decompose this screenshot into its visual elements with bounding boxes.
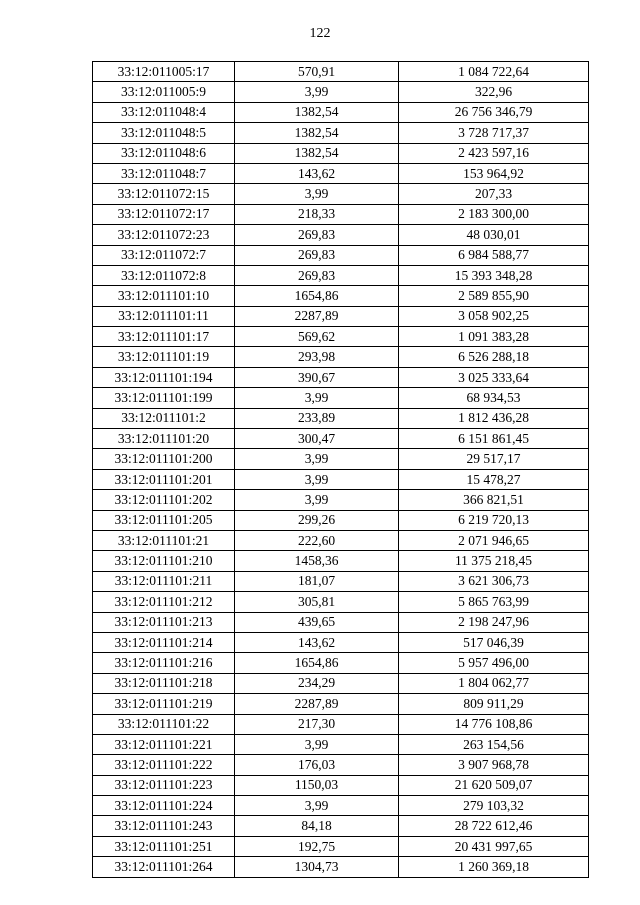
area-cell: 305,81: [235, 592, 399, 612]
cadastral-number-cell: 33:12:011101:213: [93, 612, 235, 632]
area-cell: 1654,86: [235, 653, 399, 673]
area-cell: 3,99: [235, 388, 399, 408]
table-row: [93, 429, 589, 449]
table-row: [93, 123, 589, 143]
cadastral-number-cell: 33:12:011101:21: [93, 530, 235, 550]
cadastral-number-cell: 33:12:011101:221: [93, 734, 235, 754]
cadastral-number-cell: 33:12:011101:211: [93, 571, 235, 591]
table-row: [93, 388, 589, 408]
cadastral-number-cell: 33:12:011005:17: [93, 62, 235, 82]
cadastral-value-cell: 6 984 588,77: [399, 245, 589, 265]
table-row: [93, 306, 589, 326]
cadastral-value-cell: 6 219 720,13: [399, 510, 589, 530]
cadastral-number-cell: 33:12:011101:2: [93, 408, 235, 428]
area-cell: 1458,36: [235, 551, 399, 571]
cadastral-value-cell: 5 865 763,99: [399, 592, 589, 612]
cadastral-value-cell: 11 375 218,45: [399, 551, 589, 571]
cadastral-value-cell: 153 964,92: [399, 163, 589, 183]
table-row: [93, 632, 589, 652]
cadastral-value-cell: 14 776 108,86: [399, 714, 589, 734]
table-row: [93, 347, 589, 367]
area-cell: 269,83: [235, 245, 399, 265]
table-row: [93, 286, 589, 306]
cadastral-number-cell: 33:12:011101:11: [93, 306, 235, 326]
cadastral-number-cell: 33:12:011101:10: [93, 286, 235, 306]
cadastral-value-cell: 15 393 348,28: [399, 265, 589, 285]
cadastral-number-cell: 33:12:011048:7: [93, 163, 235, 183]
cadastral-number-cell: 33:12:011101:20: [93, 429, 235, 449]
cadastral-value-cell: 6 151 861,45: [399, 429, 589, 449]
area-cell: 1654,86: [235, 286, 399, 306]
area-cell: 143,62: [235, 632, 399, 652]
cadastral-number-cell: 33:12:011101:210: [93, 551, 235, 571]
cadastral-number-cell: 33:12:011072:8: [93, 265, 235, 285]
cadastral-value-cell: 809 911,29: [399, 694, 589, 714]
table-row: [93, 612, 589, 632]
cadastral-number-cell: 33:12:011101:22: [93, 714, 235, 734]
table-row: [93, 62, 589, 82]
cadastral-value-cell: 68 934,53: [399, 388, 589, 408]
cadastral-value-cell: 20 431 997,65: [399, 836, 589, 856]
area-cell: 3,99: [235, 490, 399, 510]
area-cell: 390,67: [235, 367, 399, 387]
cadastral-number-cell: 33:12:011072:23: [93, 225, 235, 245]
area-cell: 439,65: [235, 612, 399, 632]
cadastral-value-cell: 5 957 496,00: [399, 653, 589, 673]
cadastral-number-cell: 33:12:011048:4: [93, 102, 235, 122]
cadastral-value-cell: 322,96: [399, 82, 589, 102]
cadastral-number-cell: 33:12:011072:15: [93, 184, 235, 204]
area-cell: 3,99: [235, 796, 399, 816]
table-row: [93, 327, 589, 347]
cadastral-value-cell: 15 478,27: [399, 469, 589, 489]
cadastral-value-cell: 3 728 717,37: [399, 123, 589, 143]
area-cell: 300,47: [235, 429, 399, 449]
table-row: [93, 592, 589, 612]
area-cell: 234,29: [235, 673, 399, 693]
area-cell: 3,99: [235, 449, 399, 469]
table-row: [93, 408, 589, 428]
cadastral-value-cell: 48 030,01: [399, 225, 589, 245]
cadastral-value-cell: 2 183 300,00: [399, 204, 589, 224]
table-row: [93, 816, 589, 836]
table-row: [93, 530, 589, 550]
area-cell: 269,83: [235, 265, 399, 285]
cadastral-value-cell: 366 821,51: [399, 490, 589, 510]
table-row: [93, 755, 589, 775]
area-cell: 2287,89: [235, 694, 399, 714]
cadastral-value-cell: 3 621 306,73: [399, 571, 589, 591]
table-row: [93, 571, 589, 591]
cadastral-number-cell: 33:12:011072:7: [93, 245, 235, 265]
area-cell: 84,18: [235, 816, 399, 836]
area-cell: 3,99: [235, 184, 399, 204]
cadastral-value-cell: 1 084 722,64: [399, 62, 589, 82]
cadastral-number-cell: 33:12:011048:6: [93, 143, 235, 163]
area-cell: 3,99: [235, 82, 399, 102]
area-cell: 176,03: [235, 755, 399, 775]
cadastral-number-cell: 33:12:011101:201: [93, 469, 235, 489]
area-cell: 1382,54: [235, 123, 399, 143]
area-cell: 192,75: [235, 836, 399, 856]
cadastral-value-cell: 26 756 346,79: [399, 102, 589, 122]
cadastral-value-cell: 2 423 597,16: [399, 143, 589, 163]
area-cell: 222,60: [235, 530, 399, 550]
table-row: [93, 469, 589, 489]
table-row: [93, 857, 589, 877]
area-cell: 1304,73: [235, 857, 399, 877]
cadastral-number-cell: 33:12:011101:264: [93, 857, 235, 877]
cadastral-number-cell: 33:12:011101:205: [93, 510, 235, 530]
table-row: [93, 225, 589, 245]
cadastral-number-cell: 33:12:011101:199: [93, 388, 235, 408]
table-row: [93, 714, 589, 734]
area-cell: 3,99: [235, 469, 399, 489]
cadastral-value-table: [92, 61, 589, 878]
page-number: 122: [309, 26, 331, 41]
area-cell: 143,62: [235, 163, 399, 183]
table-row: [93, 163, 589, 183]
cadastral-number-cell: 33:12:011101:194: [93, 367, 235, 387]
cadastral-number-cell: 33:12:011101:212: [93, 592, 235, 612]
cadastral-value-cell: 3 058 902,25: [399, 306, 589, 326]
cadastral-value-cell: 21 620 509,07: [399, 775, 589, 795]
cadastral-value-cell: 6 526 288,18: [399, 347, 589, 367]
area-cell: 181,07: [235, 571, 399, 591]
cadastral-number-cell: 33:12:011101:19: [93, 347, 235, 367]
area-cell: 293,98: [235, 347, 399, 367]
cadastral-value-cell: 1 812 436,28: [399, 408, 589, 428]
cadastral-number-cell: 33:12:011101:223: [93, 775, 235, 795]
cadastral-value-cell: 28 722 612,46: [399, 816, 589, 836]
cadastral-value-cell: 279 103,32: [399, 796, 589, 816]
table-row: [93, 551, 589, 571]
cadastral-number-cell: 33:12:011101:218: [93, 673, 235, 693]
area-cell: 233,89: [235, 408, 399, 428]
cadastral-value-cell: 3 907 968,78: [399, 755, 589, 775]
table-row: [93, 673, 589, 693]
area-cell: 1382,54: [235, 143, 399, 163]
cadastral-value-cell: 517 046,39: [399, 632, 589, 652]
table-row: [93, 143, 589, 163]
cadastral-number-cell: 33:12:011101:219: [93, 694, 235, 714]
area-cell: 2287,89: [235, 306, 399, 326]
cadastral-number-cell: 33:12:011101:200: [93, 449, 235, 469]
table-row: [93, 82, 589, 102]
cadastral-number-cell: 33:12:011101:224: [93, 796, 235, 816]
table-body: [93, 62, 589, 878]
cadastral-value-cell: 1 260 369,18: [399, 857, 589, 877]
cadastral-value-cell: 263 154,56: [399, 734, 589, 754]
table-row: [93, 245, 589, 265]
cadastral-value-cell: 1 091 383,28: [399, 327, 589, 347]
cadastral-value-cell: 207,33: [399, 184, 589, 204]
cadastral-value-cell: 2 198 247,96: [399, 612, 589, 632]
table-row: [93, 367, 589, 387]
area-cell: 3,99: [235, 734, 399, 754]
table-row: [93, 490, 589, 510]
area-cell: 1382,54: [235, 102, 399, 122]
cadastral-value-cell: 2 589 855,90: [399, 286, 589, 306]
cadastral-number-cell: 33:12:011101:214: [93, 632, 235, 652]
table-row: [93, 265, 589, 285]
table-row: [93, 694, 589, 714]
table-row: [93, 102, 589, 122]
cadastral-number-cell: 33:12:011101:251: [93, 836, 235, 856]
cadastral-number-cell: 33:12:011101:202: [93, 490, 235, 510]
area-cell: 569,62: [235, 327, 399, 347]
cadastral-value-cell: 29 517,17: [399, 449, 589, 469]
area-cell: 570,91: [235, 62, 399, 82]
table-row: [93, 836, 589, 856]
area-cell: 299,26: [235, 510, 399, 530]
cadastral-number-cell: 33:12:011101:222: [93, 755, 235, 775]
table-row: [93, 510, 589, 530]
cadastral-value-cell: 2 071 946,65: [399, 530, 589, 550]
table-row: [93, 204, 589, 224]
cadastral-number-cell: 33:12:011101:243: [93, 816, 235, 836]
area-cell: 217,30: [235, 714, 399, 734]
table-row: [93, 775, 589, 795]
cadastral-value-cell: 3 025 333,64: [399, 367, 589, 387]
table-row: [93, 184, 589, 204]
cadastral-number-cell: 33:12:011048:5: [93, 123, 235, 143]
area-cell: 1150,03: [235, 775, 399, 795]
cadastral-number-cell: 33:12:011101:17: [93, 327, 235, 347]
table-row: [93, 449, 589, 469]
table-row: [93, 796, 589, 816]
area-cell: 269,83: [235, 225, 399, 245]
cadastral-value-cell: 1 804 062,77: [399, 673, 589, 693]
cadastral-number-cell: 33:12:011101:216: [93, 653, 235, 673]
table-row: [93, 734, 589, 754]
cadastral-number-cell: 33:12:011005:9: [93, 82, 235, 102]
area-cell: 218,33: [235, 204, 399, 224]
table-row: [93, 653, 589, 673]
cadastral-number-cell: 33:12:011072:17: [93, 204, 235, 224]
